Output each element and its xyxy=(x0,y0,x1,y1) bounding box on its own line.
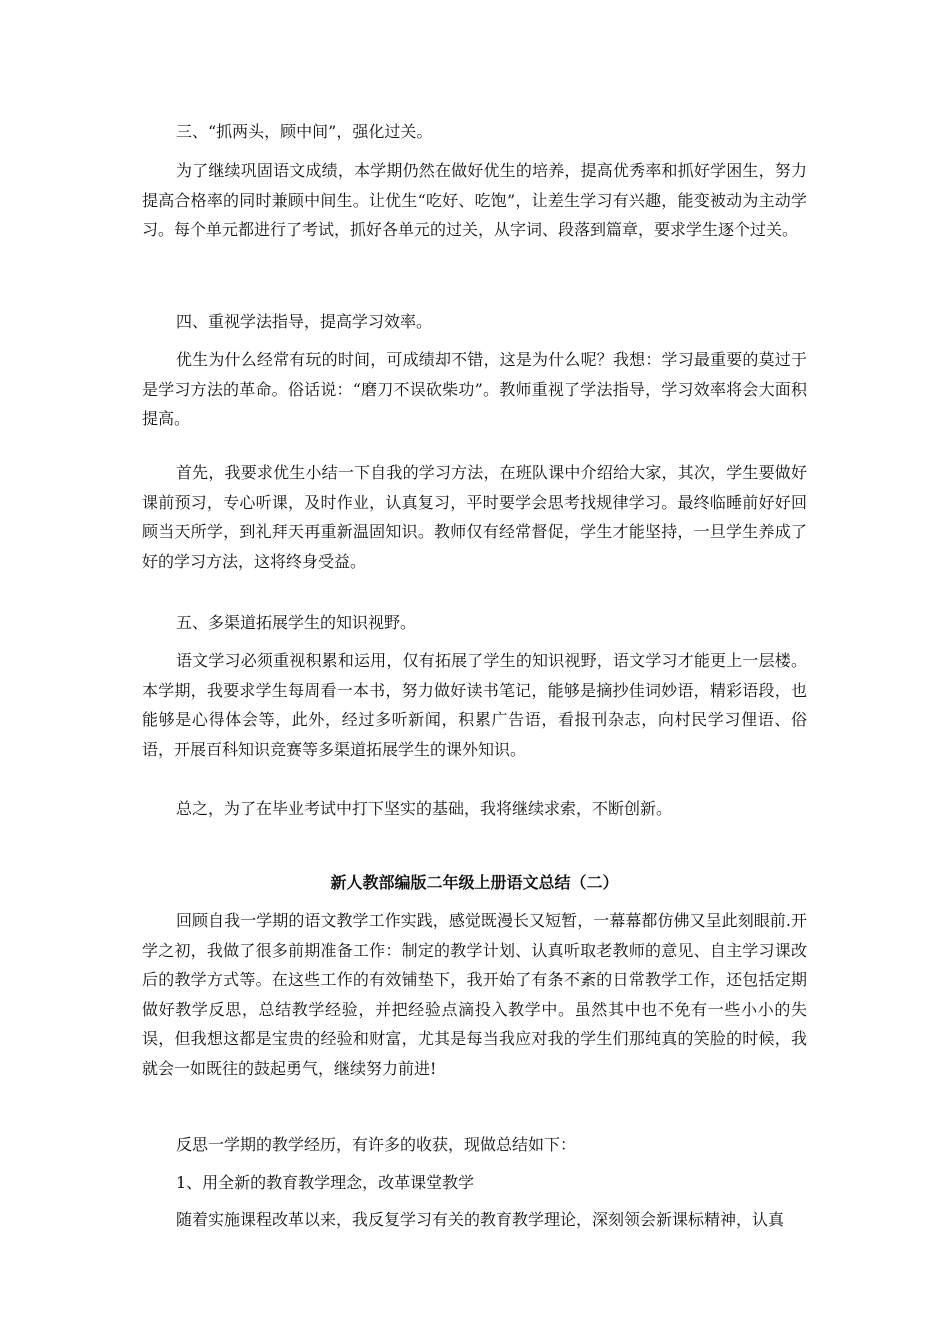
document-title: 新人教部编版二年级上册语文总结（二） xyxy=(330,873,619,892)
intro-paragraph: 回顾自我一学期的语文教学工作实践，感觉既漫长又短暂，一幕幕都仿佛又呈此刻眼前.开学之初，我做了很多前期准备工作：制定的教学计划、认真听取老教师的意见、自主学习课改后的教学方式等。在这些工作的有效铺垫下，我开始了有条不紊的日常教学工作，还包括定期做好教学反思，总结教学经验，并把经验点滴投入教学中。虽然其中也不免有一些小小的失误，但我想这都是宝贵的经验和财富，尤其是每当我应对我的学生们那纯真的笑脸的时候，我就会一如既往的鼓起勇气，继续努力前进! xyxy=(142,911,807,1078)
paragraph-5: 语文学习必须重视积累和运用，仅有拓展了学生的知识视野，语文学习才能更上一层楼。本学期，我要求学生每周看一本书，努力做好读书笔记，能够是摘抄佳词妙语，精彩语段，也能够是心得体会等，此外，经过多听新闻，积累广告语，看报刊杂志，向村民学习俚语、俗语，开展百科知识竞赛等多渠道拓展学生的课外知识。 xyxy=(142,651,807,759)
paragraph-3: 为了继续巩固语文成绩，本学期仍然在做好优生的培养，提高优秀率和抓好学困生，努力提高合格率的同时兼顾中间生。让优生“吃好、吃饱”，让差生学习有兴趣，能变被动为主动学习。每个单元都进行了考试，抓好各单元的过关，从字词、段落到篇章，要求学生逐个过关。 xyxy=(142,161,807,239)
section-heading-5: 五、多渠道拓展学生的知识视野。 xyxy=(176,613,417,632)
item-1-heading: 1、用全新的教育教学理念，改革课堂教学 xyxy=(176,1173,475,1192)
paragraph-4b: 首先，我要求优生小结一下自我的学习方法，在班队课中介绍给大家，其次，学生要做好课前预习，专心听课，及时作业，认真复习，平时要学会思考找规律学习。最终临睡前好好回顾当天所学，到礼拜天再重新温固知识。教师仅有经常督促，学生才能坚持，一旦学生养成了好的学习方法，这将终身受益。 xyxy=(142,463,807,571)
conclusion-paragraph: 总之，为了在毕业考试中打下坚实的基础，我将继续求索，不断创新。 xyxy=(176,799,673,818)
paragraph-4a: 优生为什么经常有玩的时间，可成绩却不错，这是为什么呢？我想：学习最重要的莫过于是学习方法的革命。俗话说：“磨刀不误砍柴功”。教师重视了学法指导，学习效率将会大面积提高。 xyxy=(142,350,807,428)
reflection-paragraph: 反思一学期的教学经历，有许多的收获，现做总结如下： xyxy=(176,1135,577,1154)
item-1-body: 随着实施课程改革以来，我反复学习有关的教育教学理论，深刻领会新课标精神，认真 xyxy=(176,1210,785,1229)
section-heading-3: 三、“抓两头，顾中间”，强化过关。 xyxy=(176,122,433,141)
section-heading-4: 四、重视学法指导，提高学习效率。 xyxy=(176,312,433,331)
